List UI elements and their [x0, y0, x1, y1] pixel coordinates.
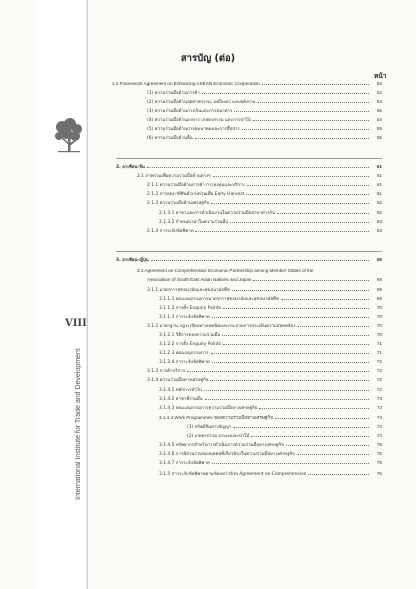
toc-leader-dots: [212, 463, 369, 464]
toc-entry-page: 70: [376, 314, 382, 319]
toc-entry: [159, 395, 382, 402]
toc-entry-label: 2.1.4 การระงับข้อพิพาท: [147, 229, 194, 234]
toc-entry-label: (5) ความร่วมมือด้านการคมนาคมและการสื่อสาร: [147, 127, 240, 132]
toc-entry-label: 2.1 ภาพรวมเพื่อความร่วมมือด้านต่างๆ: [137, 174, 211, 179]
toc-entry-label: 3.1.2.2 การตั้ง Enquiry Points: [159, 342, 221, 347]
toc-leader-dots: [251, 436, 369, 437]
toc-entry-label: 3.1.1.2 การตั้ง Enquiry Points: [159, 306, 221, 311]
toc-leader-dots: [202, 93, 369, 94]
toc-entry-page: 70: [376, 305, 382, 310]
toc-entry-label: (6) ความร่วมมือด้านอื่น: [147, 136, 193, 141]
toc-entry-page: 72: [376, 377, 382, 382]
toc-entry: [116, 256, 382, 263]
toc-entry-label: 3.1.5 การระงับข้อพิพาทตามข้อบทว่าด้วย Agreement on Comprehensive: [159, 472, 307, 477]
toc-entry-label: 3.1.2.4 การระงับข้อพิพาท: [159, 360, 210, 365]
toc-entry-page: 69: [376, 296, 382, 301]
toc-leader-dots: [223, 308, 369, 309]
page-column-heading: หน้า: [374, 72, 387, 80]
toc-entry-page: 69: [376, 257, 382, 262]
toc-entry: [147, 286, 382, 293]
vertical-publisher-title: International Institute for Trade and Development: [75, 348, 82, 500]
toc-entry-page: 61: [376, 191, 382, 196]
toc-entry-label: 3.1.4.7 การระงับข้อพิพาท: [159, 461, 210, 466]
toc-entry-label: 3.1.4 ความร่วมมือทางเศรษฐกิจ: [147, 378, 209, 383]
toc-entry: [147, 276, 382, 283]
toc-entry-label: 2.1.3.2 กำหนดเวลาในความร่วมมือ: [159, 220, 228, 225]
toc-entry-page: 73: [376, 405, 382, 410]
toc-leader-dots: [211, 353, 369, 354]
page-title: สารบัญ (ต่อ): [180, 53, 236, 64]
toc-leader-dots: [195, 231, 369, 232]
toc-leader-dots: [253, 120, 369, 121]
toc-entry: [159, 349, 382, 356]
toc-entry-label: 3.1.1.1 คณะอนุกรรมการมาตรการสุขอนามัยและสุขอนามัยพืช: [159, 297, 279, 302]
toc-entry-page: 75: [376, 442, 382, 447]
toc-entry: [147, 107, 382, 114]
toc-entry-page: 69: [376, 277, 382, 282]
toc-entry-page: 75: [376, 451, 382, 456]
toc-leader-dots: [247, 185, 369, 186]
toc-leader-dots: [232, 290, 369, 291]
toc-leader-dots: [259, 408, 369, 409]
toc-entry: [159, 459, 382, 466]
section-divider: [116, 251, 382, 252]
toc-entry: [159, 386, 382, 393]
toc-entry: [159, 358, 382, 365]
toc-entry-page: 55: [376, 135, 382, 140]
toc-entry: [147, 125, 382, 132]
toc-leader-dots: [212, 362, 369, 363]
toc-entry: [159, 209, 382, 216]
toc-entry-page: 72: [376, 368, 382, 373]
toc-entry-label: (2) เกษตรกรรม ประมงและป่าไม้: [187, 434, 250, 439]
toc-entry-page: 75: [376, 460, 382, 465]
toc-entry-page: 72: [376, 359, 382, 364]
toc-leader-dots: [253, 280, 369, 281]
toc-entry: [159, 450, 382, 457]
toc-entry-label: (3) ความร่วมมือด้านการเงินและการธนาคาร: [147, 109, 233, 114]
toc-entry-label: 3.1.4.3 คณะอนุกรรมการความร่วมมือทางเศรษฐกิจ: [159, 406, 258, 411]
toc-entry: [137, 172, 382, 179]
toc-entry: [147, 227, 382, 234]
toc-entry-label: (4) ความร่วมมือด้านอาหาร เกษตรกรรม และการป่าไม้: [147, 118, 251, 123]
toc-entry-page: 74: [376, 424, 382, 429]
toc-entry-page: 62: [376, 200, 382, 205]
toc-entry-label: 3.1.4.6 การมีส่วนร่วมของบุคคลที่เกี่ยวข้องในความร่วมมือทางเศรษฐกิจ: [159, 452, 295, 457]
toc-entry-page: 70: [376, 323, 382, 328]
toc-entry-page: 56: [376, 108, 382, 113]
toc-entry-label: 2. อาเซียน-จีน: [116, 165, 145, 170]
toc-leader-dots: [281, 299, 369, 300]
toc-leader-dots: [286, 445, 369, 446]
toc-leader-dots: [222, 335, 369, 336]
toc-entry: [147, 116, 382, 123]
toc-entry: [147, 89, 382, 96]
toc-entry: [147, 322, 382, 329]
toc-entry-page: 61: [376, 182, 382, 187]
toc-entry-label: 3.1 Agreement on Comprehensive Economic Partnership among Member States of the: [137, 268, 314, 273]
toc-leader-dots: [195, 138, 369, 139]
toc-entry: [187, 423, 382, 430]
toc-leader-dots: [205, 399, 369, 400]
toc-entry-page: 71: [376, 341, 382, 346]
toc-leader-dots: [297, 454, 369, 455]
toc-leader-dots: [262, 84, 369, 85]
toc-entry-page: 63: [376, 228, 382, 233]
toc-entry: [147, 190, 382, 197]
toc-entry-label: 3.1.1.3 การระงับข้อพิพาท: [159, 315, 210, 320]
toc-entry-label: 3.1.4.2 สาขาที่ร่วมมือ: [159, 397, 203, 402]
toc-entry: [137, 267, 382, 274]
toc-leader-dots: [211, 203, 369, 204]
toc-entry: [159, 304, 382, 311]
toc-leader-dots: [223, 344, 369, 345]
toc-entry-page: 62: [376, 210, 382, 215]
toc-entry: [112, 80, 382, 87]
toc-leader-dots: [275, 418, 369, 419]
toc-leader-dots: [234, 111, 369, 112]
toc-entry-label: 3. อาเซียน-ญี่ปุ่น: [116, 258, 149, 263]
toc-entry-label: 3.1.2 มาตรฐาน กฎระเบียบทางเทคนิคและกระบวนการประเมินความสอดคล้อง: [147, 324, 296, 329]
toc-leader-dots: [187, 371, 369, 372]
toc-entry: [159, 218, 382, 225]
toc-entry-label: 1.2 Framework Agreement on Enhancing ASEAN Economic Cooperation: [112, 81, 260, 86]
toc-leader-dots: [257, 102, 369, 103]
toc-leader-dots: [297, 326, 369, 327]
toc-entry-label: 2.1.3 ความร่วมมือด้านเศรษฐกิจ: [147, 201, 210, 206]
toc-entry-page: 54: [376, 117, 382, 122]
toc-leader-dots: [212, 317, 369, 318]
toc-entry-page: 61: [376, 173, 382, 178]
toc-entry-page: 54: [376, 90, 382, 95]
toc-entry-label: 3.1.4.5 ทรัพยากรสำหรับการดำเนินการความร่วมมือทางเศรษฐกิจ: [159, 443, 284, 448]
toc-entry: [147, 181, 382, 188]
toc-entry-page: 74: [376, 433, 382, 438]
toc-leader-dots: [213, 176, 369, 177]
toc-entry-label: 3.1.2.3 คณะอนุกรรมการ: [159, 351, 209, 356]
toc-entry: [147, 199, 382, 206]
toc-entry: [159, 295, 382, 302]
toc-entry-label: 3.1.4.4 Work Programmes ของความร่วมมือทางเศรษฐกิจ: [159, 415, 273, 420]
toc-entry-label: (1) ความร่วมมือด้านการค้า: [147, 91, 200, 96]
toc-entry: [116, 163, 382, 170]
toc-entry: [147, 367, 382, 374]
toc-entry-page: 70: [376, 332, 382, 337]
toc-entry-page: 53: [376, 81, 382, 86]
toc-entry: [159, 331, 382, 338]
toc-leader-dots: [204, 390, 369, 391]
toc-entry-page: 63: [376, 219, 382, 224]
toc-entry-page: 72: [376, 387, 382, 392]
toc-leader-dots: [246, 194, 369, 195]
toc-entry-label: 3.1.2.1 วิธีการของความร่วมมือ: [159, 333, 221, 338]
toc-entry-label: 3.1.3 การค้าบริการ: [147, 369, 186, 374]
toc-entry: [159, 404, 382, 411]
toc-entry-page: 76: [376, 471, 382, 476]
toc-entry-label: 2.1.3.1 สาขาและการดำเนินงานในความร่วมมือสาขาต่างกัน: [159, 211, 276, 216]
toc-leader-dots: [277, 213, 369, 214]
toc-entry-page: 54: [376, 99, 382, 104]
toc-entry-page: 61: [376, 164, 382, 169]
toc-entry-label: 2.1.1 ความร่วมมือด้านการค้า การลงทุนและบริการ: [147, 183, 245, 188]
toc-entry: [147, 134, 382, 141]
toc-entry: [159, 470, 382, 477]
toc-entry: [187, 432, 382, 439]
toc-entry-page: 69: [376, 287, 382, 292]
toc-leader-dots: [308, 474, 369, 475]
toc-entry: [147, 376, 382, 383]
toc-entry-page: 74: [376, 415, 382, 420]
toc-entry-page: 71: [376, 350, 382, 355]
toc-entry-page: 73: [376, 396, 382, 401]
toc-leader-dots: [242, 129, 369, 130]
toc-entry-label: Association of South East Asian Nations and Japan: [147, 277, 252, 282]
toc-leader-dots: [233, 427, 369, 428]
toc-leader-dots: [147, 167, 369, 168]
toc-entry-label: (2) ความร่วมมือด้านอุตสาหกรรม, เหมืองแร่ และพลังงาน: [147, 100, 256, 105]
page-number-roman: VIII: [65, 318, 87, 329]
toc-entry-page: 55: [376, 126, 382, 131]
toc-leader-dots: [230, 222, 369, 223]
toc-entry-label: 2.1.2 การลดภาษีสินค้าเร่งด่วนเพื่อ Early Harvest: [147, 192, 245, 197]
toc-entry: [159, 340, 382, 347]
toc-entry-label: (1) ทรัพย์สินทางปัญญา: [187, 425, 232, 430]
toc-entry: [159, 414, 382, 421]
toc-leader-dots: [210, 380, 369, 381]
toc-entry: [159, 441, 382, 448]
toc-entry: [147, 98, 382, 105]
toc-leader-dots: [151, 260, 369, 261]
toc-entry-label: 3.1.4.1 หลักการทั่วไป: [159, 388, 202, 393]
section-divider: [116, 158, 382, 159]
toc-entry-label: 3.1.1 มาตรการสุขอนามัยและสุขอนามัยพืช: [147, 288, 230, 293]
toc-entry: [159, 313, 382, 320]
